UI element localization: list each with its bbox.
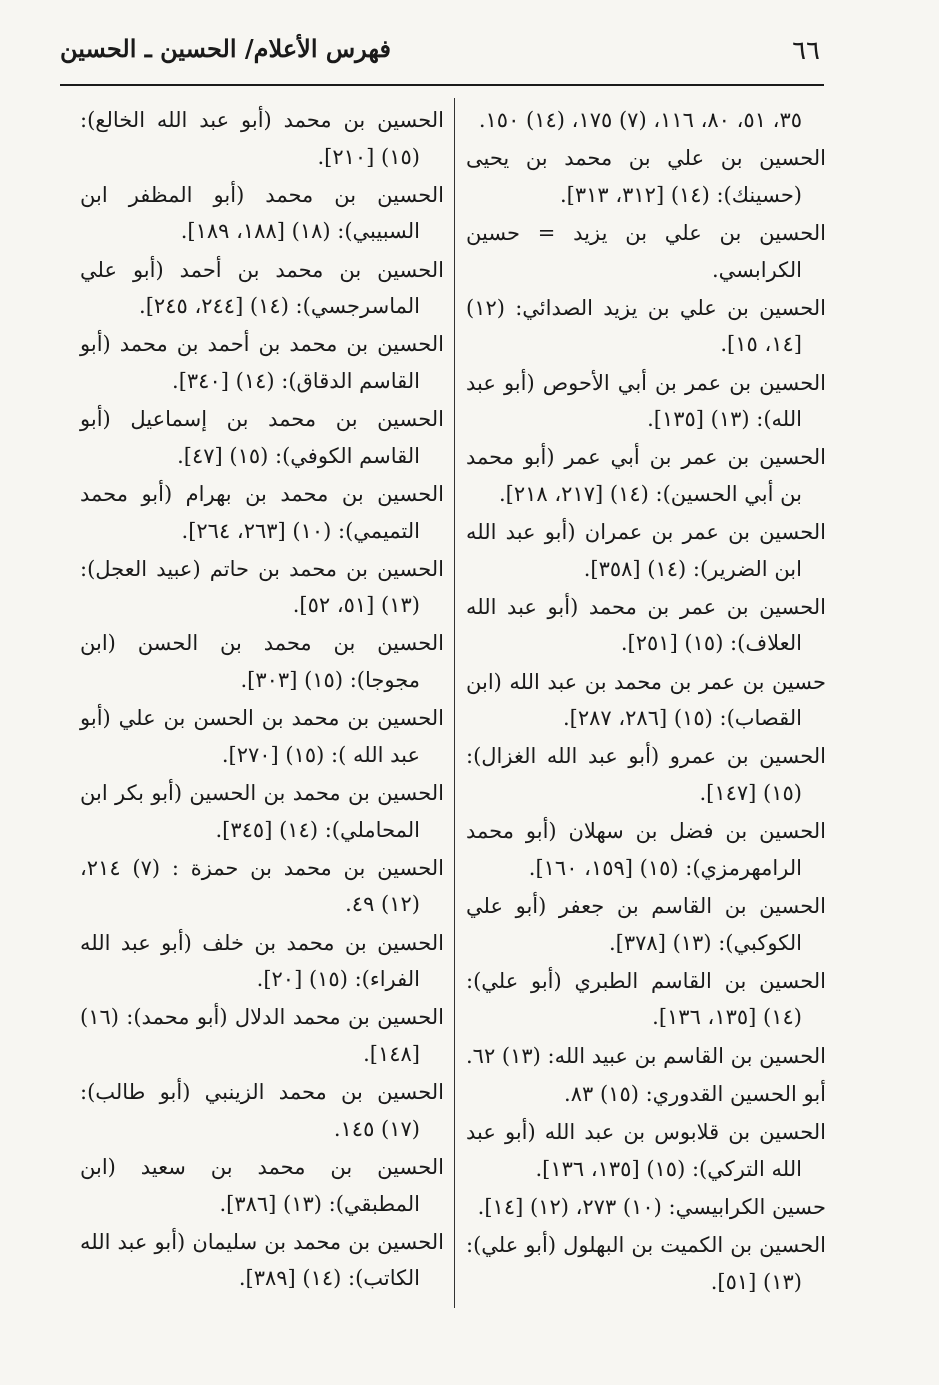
index-entry: الحسين بن محمد بن أحمد (أبو علي الماسرجسي): (١٤) [٢٤٤، ٢٤٥].	[80, 257, 444, 319]
index-entry: الحسين بن علي بن يزيد الصدائي: (١٢) [١٤، ١٥].	[466, 295, 826, 357]
index-entry: الحسين بن محمد الدلال (أبو محمد): (١٦) [١٤٨].	[80, 1005, 444, 1066]
index-entry: الحسين بن محمد الزينبي (أبو طالب): (١٧) ١٤٥.	[80, 1080, 444, 1141]
index-entry: الحسين بن محمد بن الحسن (ابن مجوجا): (١٥) [٣٠٣].	[80, 631, 444, 693]
running-title: فهرس الأعلام/ الحسين ـ الحسين	[60, 34, 391, 63]
index-entry: الحسين بن علي بن يزيد = حسين الكرابسي.	[466, 220, 826, 282]
index-entry: الحسين بن محمد بن سليمان (أبو عبد الله الكاتب): (١٤) [٣٨٩].	[80, 1229, 444, 1291]
index-entry: الحسين بن القاسم الطبري (أبو علي): (١٤) [١٣٥، ١٣٦].	[466, 968, 826, 1030]
header-rule	[60, 84, 824, 86]
index-entry: الحسين بن محمد (أبو عبد الله الخالع): (١٥) [٢١٠].	[80, 108, 444, 169]
index-entry: حسين الكرابيسي: (١٠) ٢٧٣، (١٢) [١٤].	[477, 1194, 826, 1219]
index-entry: الحسين بن عمر بن أبي عمر (أبو محمد بن أبي الحسين): (١٤) [٢١٧، ٢١٨].	[466, 445, 826, 506]
page-header	[60, 30, 820, 82]
index-entry: الحسين بن محمد بن الحسين (أبو بكر ابن المحاملي): (١٤) [٣٤٥].	[80, 781, 444, 842]
index-entry: الحسين بن القاسم بن عبيد الله: (١٣) ٦٢.	[465, 1043, 826, 1068]
index-entry: ٣٥، ٥١، ٨٠، ١١٦، (٧) ١٧٥، (١٤) ١٥٠.	[478, 108, 802, 132]
index-entry: الحسين بن محمد بن خلف (أبو عبد الله الفراء): (١٥) [٢٠].	[80, 930, 444, 992]
index-entry: الحسين بن محمد بن أحمد بن محمد (أبو القاسم الدقاق): (١٤) [٣٤٠].	[80, 332, 444, 393]
index-column-left	[80, 102, 444, 1299]
index-entry: الحسين بن محمد بن حاتم (عبيد العجل): (١٣) [٥١، ٥٢].	[80, 556, 444, 618]
index-entry: الحسين بن محمد (أبو المظفر ابن السبيبي): (١٨) [١٨٨، ١٨٩].	[80, 182, 444, 244]
index-entry: الحسين بن قلابوس بن عبد الله (أبو عبد الله التركي): (١٥) [١٣٥، ١٣٦].	[466, 1119, 826, 1181]
index-entry: الحسين بن عمر بن محمد (أبو عبد الله العلاف): (١٥) [٢٥١].	[466, 594, 826, 656]
index-entry: الحسين بن محمد بن سعيد (ابن المطبقي): (١٣) [٣٨٦].	[80, 1154, 444, 1216]
index-entry: الحسين بن علي بن محمد بن يحيى (حسينك): (١٤) [٣١٢، ٣١٣].	[466, 146, 826, 207]
index-entry: الحسين بن محمد بن الحسن بن علي (أبو عبد الله ): (١٥) [٢٧٠].	[80, 706, 444, 767]
index-entry: الحسين بن محمد بن إسماعيل (أبو القاسم الكوفي): (١٥) [٤٧].	[80, 407, 444, 468]
index-entry: الحسين بن الكميت بن البهلول (أبو علي): (١٣) [٥١].	[466, 1232, 826, 1294]
index-entry: حسين بن عمر بن محمد بن عبد الله (ابن القصاب): (١٥) [٢٨٦، ٢٨٧].	[466, 669, 826, 731]
index-entry: الحسين بن عمر بن أبي الأحوص (أبو عبد الله): (١٣) [١٣٥].	[466, 370, 826, 432]
page-number: ٦٦	[792, 36, 820, 66]
index-entry: الحسين بن محمد بن حمزة : (٧) ٢١٤، (١٢) ٤٩.	[80, 855, 444, 917]
index-entry: الحسين بن القاسم بن جعفر (أبو علي الكوكبي): (١٣) [٣٧٨].	[466, 894, 826, 955]
column-divider	[454, 98, 455, 1308]
index-entry: الحسين بن محمد بن بهرام (أبو محمد التميمي): (١٠) [٢٦٣، ٢٦٤].	[80, 481, 444, 543]
index-entry: الحسين بن عمرو (أبو عبد الله الغزال): (١٥) [١٤٧].	[466, 744, 826, 806]
index-entry: الحسين بن عمر بن عمران (أبو عبد الله ابن الضرير): (١٤) [٣٥٨].	[466, 520, 826, 581]
index-entry: أبو الحسين القدوري: (١٥) ٨٣.	[564, 1081, 826, 1106]
index-column-right	[466, 102, 826, 1302]
index-entry: الحسين بن فضل بن سهلان (أبو محمد الرامهرمزي): (١٥) [١٥٩، ١٦٠].	[466, 819, 826, 880]
